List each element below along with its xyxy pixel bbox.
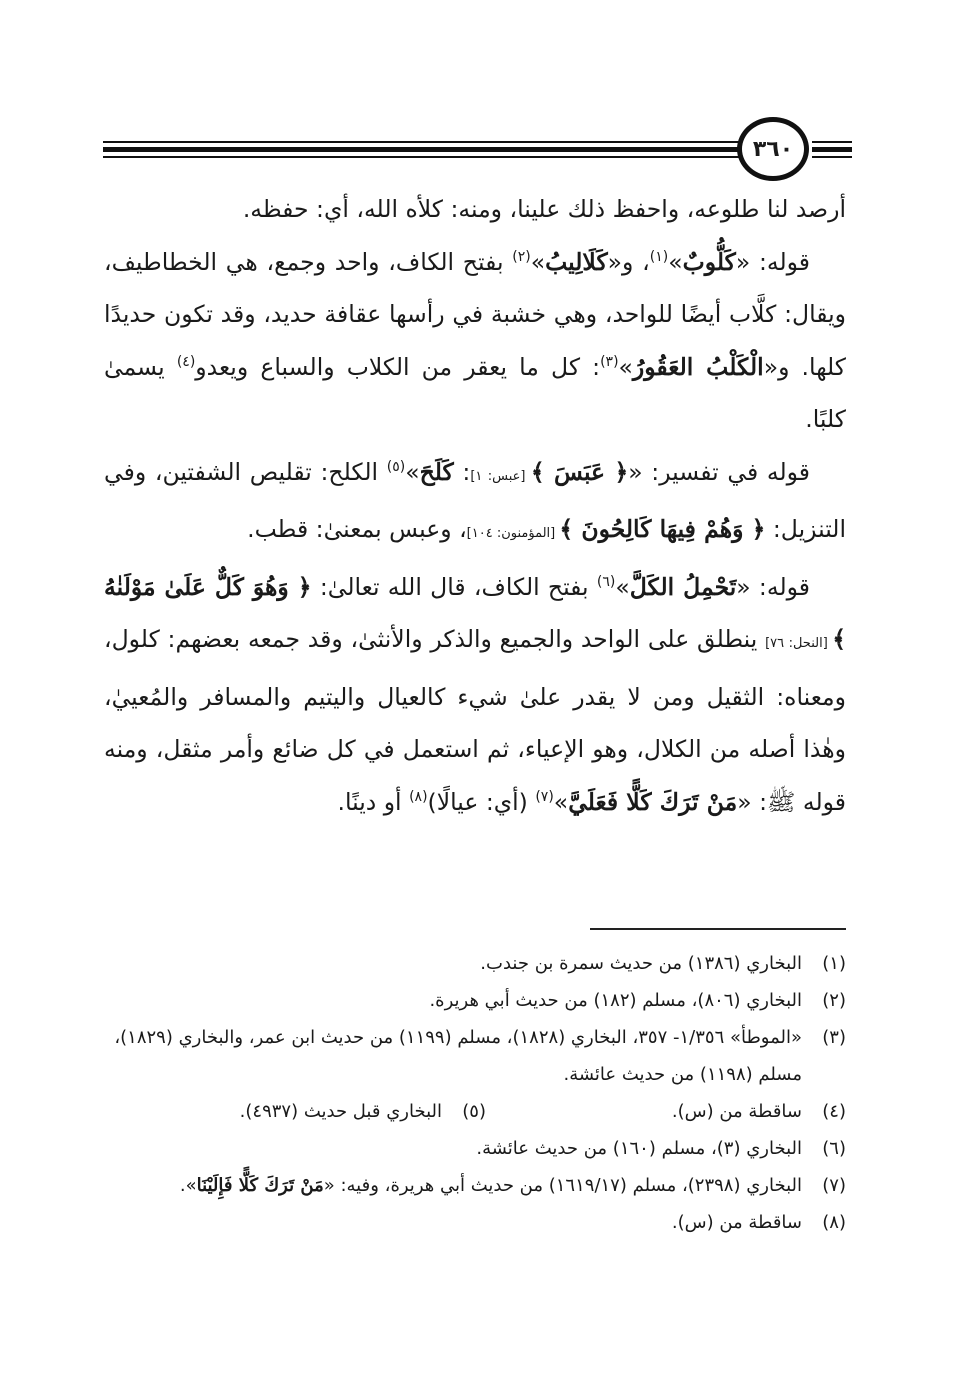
footnote-text: «الموطأ» ١/٣٥٦- ٣٥٧، البخاري (١٨٢٨)، مسلم (١١٩٩) من حديث ابن عمر، والبخاري (١٨٢٩)، مسلم (١١٩٨) من حديث عائشة. (114, 1027, 802, 1085)
footnote-number: (٤) (822, 1101, 846, 1122)
text-run: ». (179, 1175, 197, 1196)
footnote-text: البخاري (٨٠٦)، مسلم (١٨٢) من حديث أبي هريرة. (429, 990, 802, 1011)
footnotes (104, 945, 846, 1241)
keyword: الْكَلْبُ العَقُورُ (632, 352, 764, 381)
footnote-number: (٨) (822, 1212, 846, 1233)
paragraph (104, 236, 846, 446)
footnote-ref: (٧) (535, 788, 554, 805)
text-run: » (615, 572, 630, 601)
text-run: قوله: « (736, 572, 810, 601)
text-run: » (405, 457, 420, 486)
text-run: الكلح: تقليص الشفتين، وفي التنزيل: (104, 457, 846, 543)
quran-quote: ﴿ وَهُمْ فِيهَا كَالِحُونَ ﴾ (559, 515, 766, 543)
footnote (104, 1019, 846, 1093)
footnote (104, 945, 846, 982)
text-run: » (618, 352, 633, 381)
text-run: » (553, 787, 569, 816)
text-run: » (668, 247, 683, 276)
header-rule (812, 147, 852, 152)
footnote-text: البخاري قبل حديث (٤٩٣٧). (239, 1101, 442, 1122)
footnote (104, 1204, 846, 1241)
footnote (104, 1130, 846, 1167)
keyword: تَحْمِلُ الكَلَّ (629, 572, 737, 601)
text-run: : (453, 457, 471, 486)
footnote-number: (١) (822, 953, 846, 974)
footnote-ref: (٤) (176, 353, 196, 370)
text-run: أو دينًا. (337, 787, 410, 816)
header-rule (103, 141, 743, 143)
text-run: قوله في تفسير: « (628, 457, 810, 486)
text-run: أرصد لنا طلوعه، واحفظ ذلك علينا، ومنه: كلأه الله، أي: حفظه. (242, 195, 846, 223)
keyword: كَلَالِيبُ (545, 247, 608, 276)
footnote-number: (٦) (822, 1138, 846, 1159)
text-run: يسمىٰ كلبًا. (104, 352, 846, 433)
footnote-ref: (٥) (386, 458, 406, 475)
footnote-number: (٢) (822, 990, 846, 1011)
footnote (486, 1093, 846, 1130)
paragraph (104, 561, 846, 829)
footnote-text: ساقطة من (س). (671, 1212, 802, 1233)
footnote-number: (٥) (462, 1101, 486, 1122)
footnote-pair (104, 1093, 846, 1130)
keyword: كَلُّوبٌ (682, 247, 736, 276)
page-number: ٣٦٠ (752, 136, 794, 162)
main-text (104, 183, 846, 828)
footnote-ref: (٣) (600, 353, 619, 370)
footnote-text: ساقطة من (س). (671, 1101, 802, 1122)
footnote-ref: (٨) (409, 788, 428, 805)
header-rule (812, 141, 852, 143)
page-header (0, 0, 958, 180)
footnote (104, 982, 846, 1019)
text-run: ينطلق على الواحد والجميع والذكر والأنثىٰ، وقد جمعه بعضهم: كلول، ومعناه: الثقيل ومن لا يقدر علىٰ شيء كالعيال واليتيم والمسافر والمُعييٰ، وهٰذا أصله من الكلال، وهو الإعياء، ثم استعمل في كل ضائع وأمر مثقل، ومنه قوله ﷺ: « (104, 625, 846, 816)
quran-reference: [النحل: ٧٦] (765, 636, 833, 651)
quran-quote: ﴿ عَبَسَ ﴾ (530, 457, 629, 486)
footnote-text: البخاري (٣)، مسلم (١٦٠) من حديث عائشة. (476, 1138, 802, 1159)
text-run: ، وعبس بمعنىٰ: قطب. (247, 515, 467, 543)
header-rule (812, 156, 852, 158)
keyword: مَنْ تَرَكَ كَلًّا فَعَلَيَّ (568, 787, 738, 816)
text-run: : كل ما يعقر من الكلاب والسباع ويعدو (195, 352, 601, 381)
quran-quote: ﴿ وَهُوَ كَلٌّ عَلَىٰ مَوْلَنٰهُ ﴾ (104, 572, 846, 653)
text-run: البخاري (٢٣٩٨)، مسلم (١٦١٩/١٧) من حديث أبي هريرة، وفيه: « (323, 1175, 802, 1196)
footnote (126, 1093, 486, 1130)
hadith-quote: مَنْ تَرَكَ كَلًّا فَإِلَيْنَا (196, 1175, 324, 1196)
text-run: ، و« (607, 247, 650, 276)
paragraph (104, 446, 846, 561)
page-number-medallion (737, 117, 809, 181)
quran-reference: [عبس: ١] (470, 468, 531, 484)
footnote-ref: (٦) (596, 573, 616, 590)
keyword: كَلَحَ (419, 457, 454, 486)
header-rule (103, 147, 743, 152)
footnote-number: (٧) (822, 1175, 846, 1196)
text-run: بفتح الكاف، قال الله تعالىٰ: (311, 572, 597, 601)
quran-reference: [المؤمنون: ١٠٤] (466, 526, 560, 541)
footnote-text (104, 1167, 802, 1204)
text-run: بفتح الكاف، واحد وجمع، هي الخطاطيف، ويقال: كلَّاب أيضًا للواحد، وهي خشبة في رأسها عقافة حديد، وقد تكون حديدًا كلها. و« (104, 247, 846, 381)
text-run: قوله: « (735, 247, 810, 276)
text-run: » (530, 247, 546, 276)
footnote-number: (٣) (822, 1027, 846, 1048)
text-run: (أي: عيالًا) (427, 787, 536, 816)
footnote-separator (590, 928, 846, 930)
paragraph (104, 183, 846, 236)
footnote-ref: (٢) (512, 248, 531, 265)
footnote-ref: (١) (649, 248, 669, 265)
header-rule (103, 156, 743, 158)
footnote (104, 1167, 846, 1204)
footnote-text: البخاري (١٣٨٦) من حديث سمرة بن جندب. (480, 953, 802, 974)
